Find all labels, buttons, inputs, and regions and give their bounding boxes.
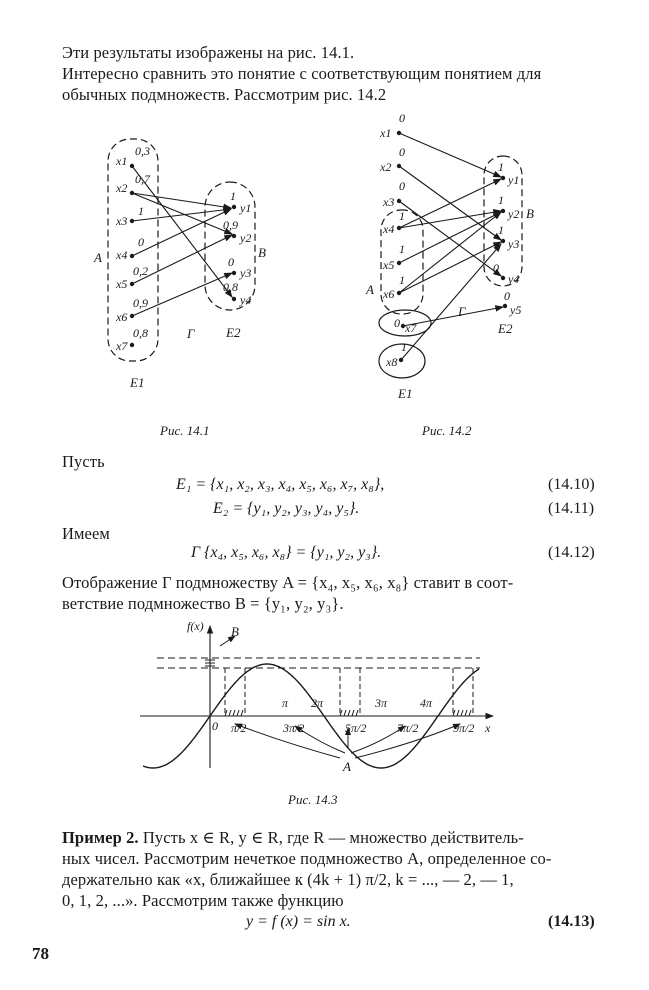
equation-number-14-13: (14.13) xyxy=(548,913,595,930)
equation-14-12: Г {x₄, x₅, x₆, x₈} = {y₁, y₂, y₃}. xyxy=(191,544,382,561)
x2-value: 0,7 xyxy=(135,172,150,186)
y5-value: 0 xyxy=(504,289,510,303)
y3-value: 0 xyxy=(228,255,234,269)
x4-label: x4 xyxy=(116,248,128,262)
y4-label: y4 xyxy=(508,272,520,286)
tick-3pi: 3π xyxy=(375,696,388,710)
caption-14-1: Рис. 14.1 xyxy=(160,423,210,438)
set-a-label: A xyxy=(94,250,102,265)
let-word: Пусть xyxy=(62,452,105,471)
x7-label: x7 xyxy=(116,339,128,353)
tick-7pi-2: 7π/2 xyxy=(397,721,419,735)
x2-value: 0 xyxy=(399,145,405,159)
y1-label: y1 xyxy=(508,173,520,187)
equation-14-10: E₁ = {x₁, x₂, x₃, x₄, x₅, x₆, x₇, x₈}, xyxy=(176,476,385,493)
y3-value: 1 xyxy=(498,223,504,237)
y-labels xyxy=(239,201,251,307)
mapping-paragraph-line-2: ветствие подмножество B = {y₁, y₂, y₃}. xyxy=(62,594,344,613)
x2-label: x2 xyxy=(116,181,128,195)
y4-value: 0 xyxy=(493,261,499,275)
equation-number-14-12: (14.12) xyxy=(548,544,595,561)
set-a-label: A xyxy=(343,759,351,774)
x-axis-label: x xyxy=(485,721,491,735)
y1-value: 1 xyxy=(230,189,236,203)
origin-label: 0 xyxy=(212,719,218,733)
have-word: Имеем xyxy=(62,524,110,543)
x7-label: x7 xyxy=(405,321,417,335)
x2-label: x2 xyxy=(380,160,392,174)
tick-5pi-2: 5π/2 xyxy=(345,721,367,735)
figure-14-1 xyxy=(90,125,280,395)
example-line-1 xyxy=(62,827,524,848)
set-b-label: B xyxy=(231,624,239,639)
y1-label: y1 xyxy=(240,201,252,215)
equation-14-11: E₂ = {y₁, y₂, y₃, y₄, y₅}. xyxy=(213,500,360,517)
mapping-paragraph-line-1: Отображение Г подмножеству A = {x₄, x₅, x₆, x₈} ставит в соот- xyxy=(62,573,514,592)
intro-line-1: Эти результаты изображены на рис. 14.1. xyxy=(62,43,355,62)
x3-label: x3 xyxy=(383,195,395,209)
hatch-marks xyxy=(225,710,471,716)
example-line-3: держательно как «x, ближайшее к (4k + 1) π/2, k = ..., — 2, — 1, xyxy=(62,870,514,889)
x8-label: x8 xyxy=(386,355,398,369)
intro-line-3: обычных подмножеств. Рассмотрим рис. 14.2 xyxy=(62,85,387,104)
y2-label: y2 xyxy=(508,207,520,221)
y-values xyxy=(223,189,238,294)
x8-value: 1 xyxy=(401,340,407,354)
map-label: Г xyxy=(458,304,466,319)
tick-3pi-2: 3π/2 xyxy=(283,721,305,735)
x5-value: 0,2 xyxy=(133,264,148,278)
tick-4pi: 4π xyxy=(420,696,433,710)
example-line-4: 0, 1, 2, ...». Рассмотрим также функцию xyxy=(62,891,344,910)
tick-9pi-2: 9π/2 xyxy=(453,721,475,735)
y2-value: 0,9 xyxy=(223,218,238,232)
x3-value: 0 xyxy=(399,179,405,193)
x5-value: 1 xyxy=(399,242,405,256)
x5-label: x5 xyxy=(116,277,128,291)
set-b-label: B xyxy=(526,206,534,221)
y4-label: y4 xyxy=(240,293,252,307)
figure-14-2 xyxy=(358,108,558,408)
map-label: Г xyxy=(187,326,195,341)
example-line-2: ных чисел. Рассмотрим нечеткое подмножество A, определенное со- xyxy=(62,849,552,868)
x6-label: x6 xyxy=(383,287,395,301)
tick-2pi: 2π xyxy=(311,696,324,710)
y5-label: y5 xyxy=(510,303,522,317)
tick-pi: π xyxy=(282,696,289,710)
x1-value: 0,3 xyxy=(135,144,150,158)
mapping-arrows xyxy=(132,166,232,316)
equation-number-14-10: (14.10) xyxy=(548,476,595,493)
x4-label: x4 xyxy=(383,222,395,236)
x-values xyxy=(133,144,151,340)
example-heading: Пример 2. xyxy=(62,828,139,847)
x7-value: 0,8 xyxy=(133,326,148,340)
caption-14-2: Рис. 14.2 xyxy=(422,423,472,438)
x3-label: x3 xyxy=(116,214,128,228)
x1-label: x1 xyxy=(380,126,392,140)
e1-label: E1 xyxy=(130,375,145,390)
x5-label: x5 xyxy=(383,258,395,272)
x4-value: 1 xyxy=(399,209,405,223)
example-line-1-text: Пусть x ∈ R, y ∈ R, где R — множество действитель- xyxy=(138,828,524,847)
page-number: 78 xyxy=(32,944,49,963)
e1-label: E1 xyxy=(398,386,413,401)
x-values xyxy=(394,111,407,354)
set-a-label: A xyxy=(366,282,374,297)
y1-value: 1 xyxy=(498,160,504,174)
caption-14-3: Рис. 14.3 xyxy=(288,792,338,807)
y2-label: y2 xyxy=(240,231,252,245)
x1-label: x1 xyxy=(116,154,128,168)
y3-label: y3 xyxy=(508,237,520,251)
set-b-label: B xyxy=(258,245,266,260)
equation-14-13: y = f (x) = sin x. xyxy=(246,913,351,930)
y4-value: 0,8 xyxy=(223,280,238,294)
x6-value: 1 xyxy=(399,273,405,287)
tick-pi-2: π/2 xyxy=(231,721,247,735)
x-labels xyxy=(115,154,128,353)
y2-value: 1 xyxy=(498,193,504,207)
y-axis-label: f(x) xyxy=(187,619,204,633)
x6-label: x6 xyxy=(116,310,128,324)
x7-value: 0 xyxy=(394,316,400,330)
e2-label: E2 xyxy=(226,325,241,340)
x4-value: 0 xyxy=(138,235,144,249)
e2-label: E2 xyxy=(498,321,513,336)
x3-value: 1 xyxy=(138,204,144,218)
peak-guides xyxy=(225,668,473,716)
equation-number-14-11: (14.11) xyxy=(548,500,595,517)
x1-value: 0 xyxy=(399,111,405,125)
figure-14-3 xyxy=(135,618,500,783)
intro-line-2: Интересно сравнить это понятие с соответствующим понятием для xyxy=(62,64,542,83)
x6-value: 0,9 xyxy=(133,296,148,310)
y3-label: y3 xyxy=(240,266,252,280)
